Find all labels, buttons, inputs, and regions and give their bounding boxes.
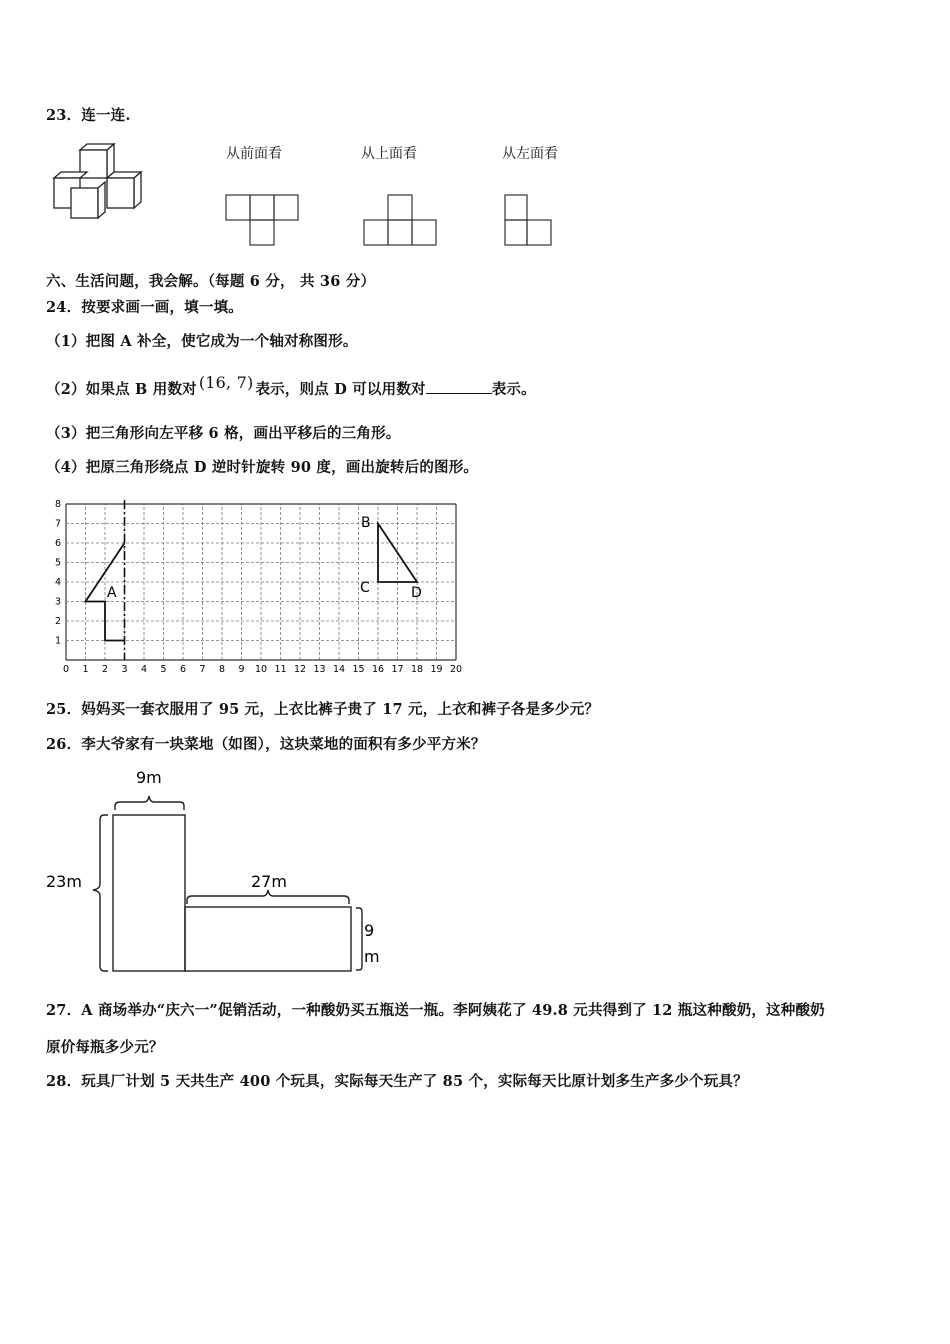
q28-text: 28．玩具厂计划 5 天共生产 400 个玩具，实际每天生产了 85 个，实际每天比原计划多生产多少个玩具？ [46,1073,748,1090]
x-tick-label: 7 [199,664,206,675]
y-tick-label: 1 [54,635,62,647]
x-tick-label: 1 [82,664,89,675]
q24-part2-text-a: （2）如果点 B 用数对 [46,381,197,398]
q24-part4: （4）把原三角形绕点 D 逆时针旋转 90 度，画出旋转后的图形。 [46,459,479,476]
x-tick-label: 8 [218,664,226,675]
q24-part3: （3）把三角形向左平移 6 格，画出平移后的三角形。 [46,425,401,442]
section-6-title: 六、生活问题，我会解。（每题 6 分， 共 36 分） [46,273,376,290]
y-tick-label: 5 [54,557,62,569]
wide-rectangle [185,907,351,971]
dim-left: 23m [46,872,82,891]
dim-right-b: m [364,947,380,966]
x-tick-label: 11 [274,664,287,675]
y-tick-label: 8 [54,499,62,510]
y-tick-label: 2 [54,616,62,627]
left-view-label: 从左面看 [502,146,558,162]
label-D: D [411,585,422,601]
x-tick-label: 2 [101,664,109,675]
x-tick-label: 13 [313,664,326,675]
x-tick-label: 10 [254,664,268,675]
dim-right-a: 9 [364,921,375,940]
y-tick-label: 4 [54,577,62,588]
dim-middle: 27m [251,872,287,891]
q24-part1: （1）把图 A 补全，使它成为一个轴对称图形。 [46,333,358,350]
x-tick-label: 14 [332,664,346,675]
tall-rectangle [113,815,185,971]
x-tick-label: 6 [179,664,187,675]
top-view-label: 从上面看 [361,146,417,162]
x-tick-label: 18 [410,664,424,675]
x-tick-label: 0 [62,664,70,675]
dim-top: 9m [136,768,162,787]
x-tick-label: 15 [352,664,365,675]
q25-text: 25．妈妈买一套衣服用了 95 元，上衣比裤子贵了 17 元，上衣和裤子各是多少元？ [46,701,600,718]
x-tick-label: 20 [449,664,463,675]
x-tick-label: 5 [160,664,167,675]
q23-title: 23．连一连. [46,107,131,124]
q26-text: 26．李大爷家有一块菜地（如图），这块菜地的面积有多少平方米？ [46,736,486,753]
y-tick-label: 7 [54,518,62,530]
label-C: C [360,580,370,596]
q24-title: 24．按要求画一画，填一填。 [46,299,243,316]
q24-part2-text-b: 表示，则点 D 可以用数对 [255,381,426,398]
x-tick-label: 12 [293,664,307,675]
coordinate-pair: (16, 7) [198,373,254,392]
x-tick-label: 4 [140,664,148,675]
x-tick-label: 16 [371,664,385,675]
x-tick-label: 9 [238,664,245,675]
label-B: B [361,515,371,531]
x-tick-label: 19 [430,664,443,675]
q24-part2-text-c: 表示。 [491,381,536,398]
x-tick-label: 3 [121,664,128,675]
x-tick-label: 17 [391,664,404,675]
y-tick-label: 3 [54,596,62,608]
vegetable-plot-figure [0,760,420,980]
front-view-label: 从前面看 [226,146,282,162]
label-A: A [107,585,117,601]
q27-line2: 原价每瓶多少元？ [46,1039,164,1056]
q27-line1: 27．A 商场举办“庆六一”促销活动，一种酸奶买五瓶送一瓶。李阿姨花了 49.8 元共得到了 12 瓶这种酸奶，这种酸奶 [46,1002,825,1019]
y-tick-label: 6 [54,538,62,549]
